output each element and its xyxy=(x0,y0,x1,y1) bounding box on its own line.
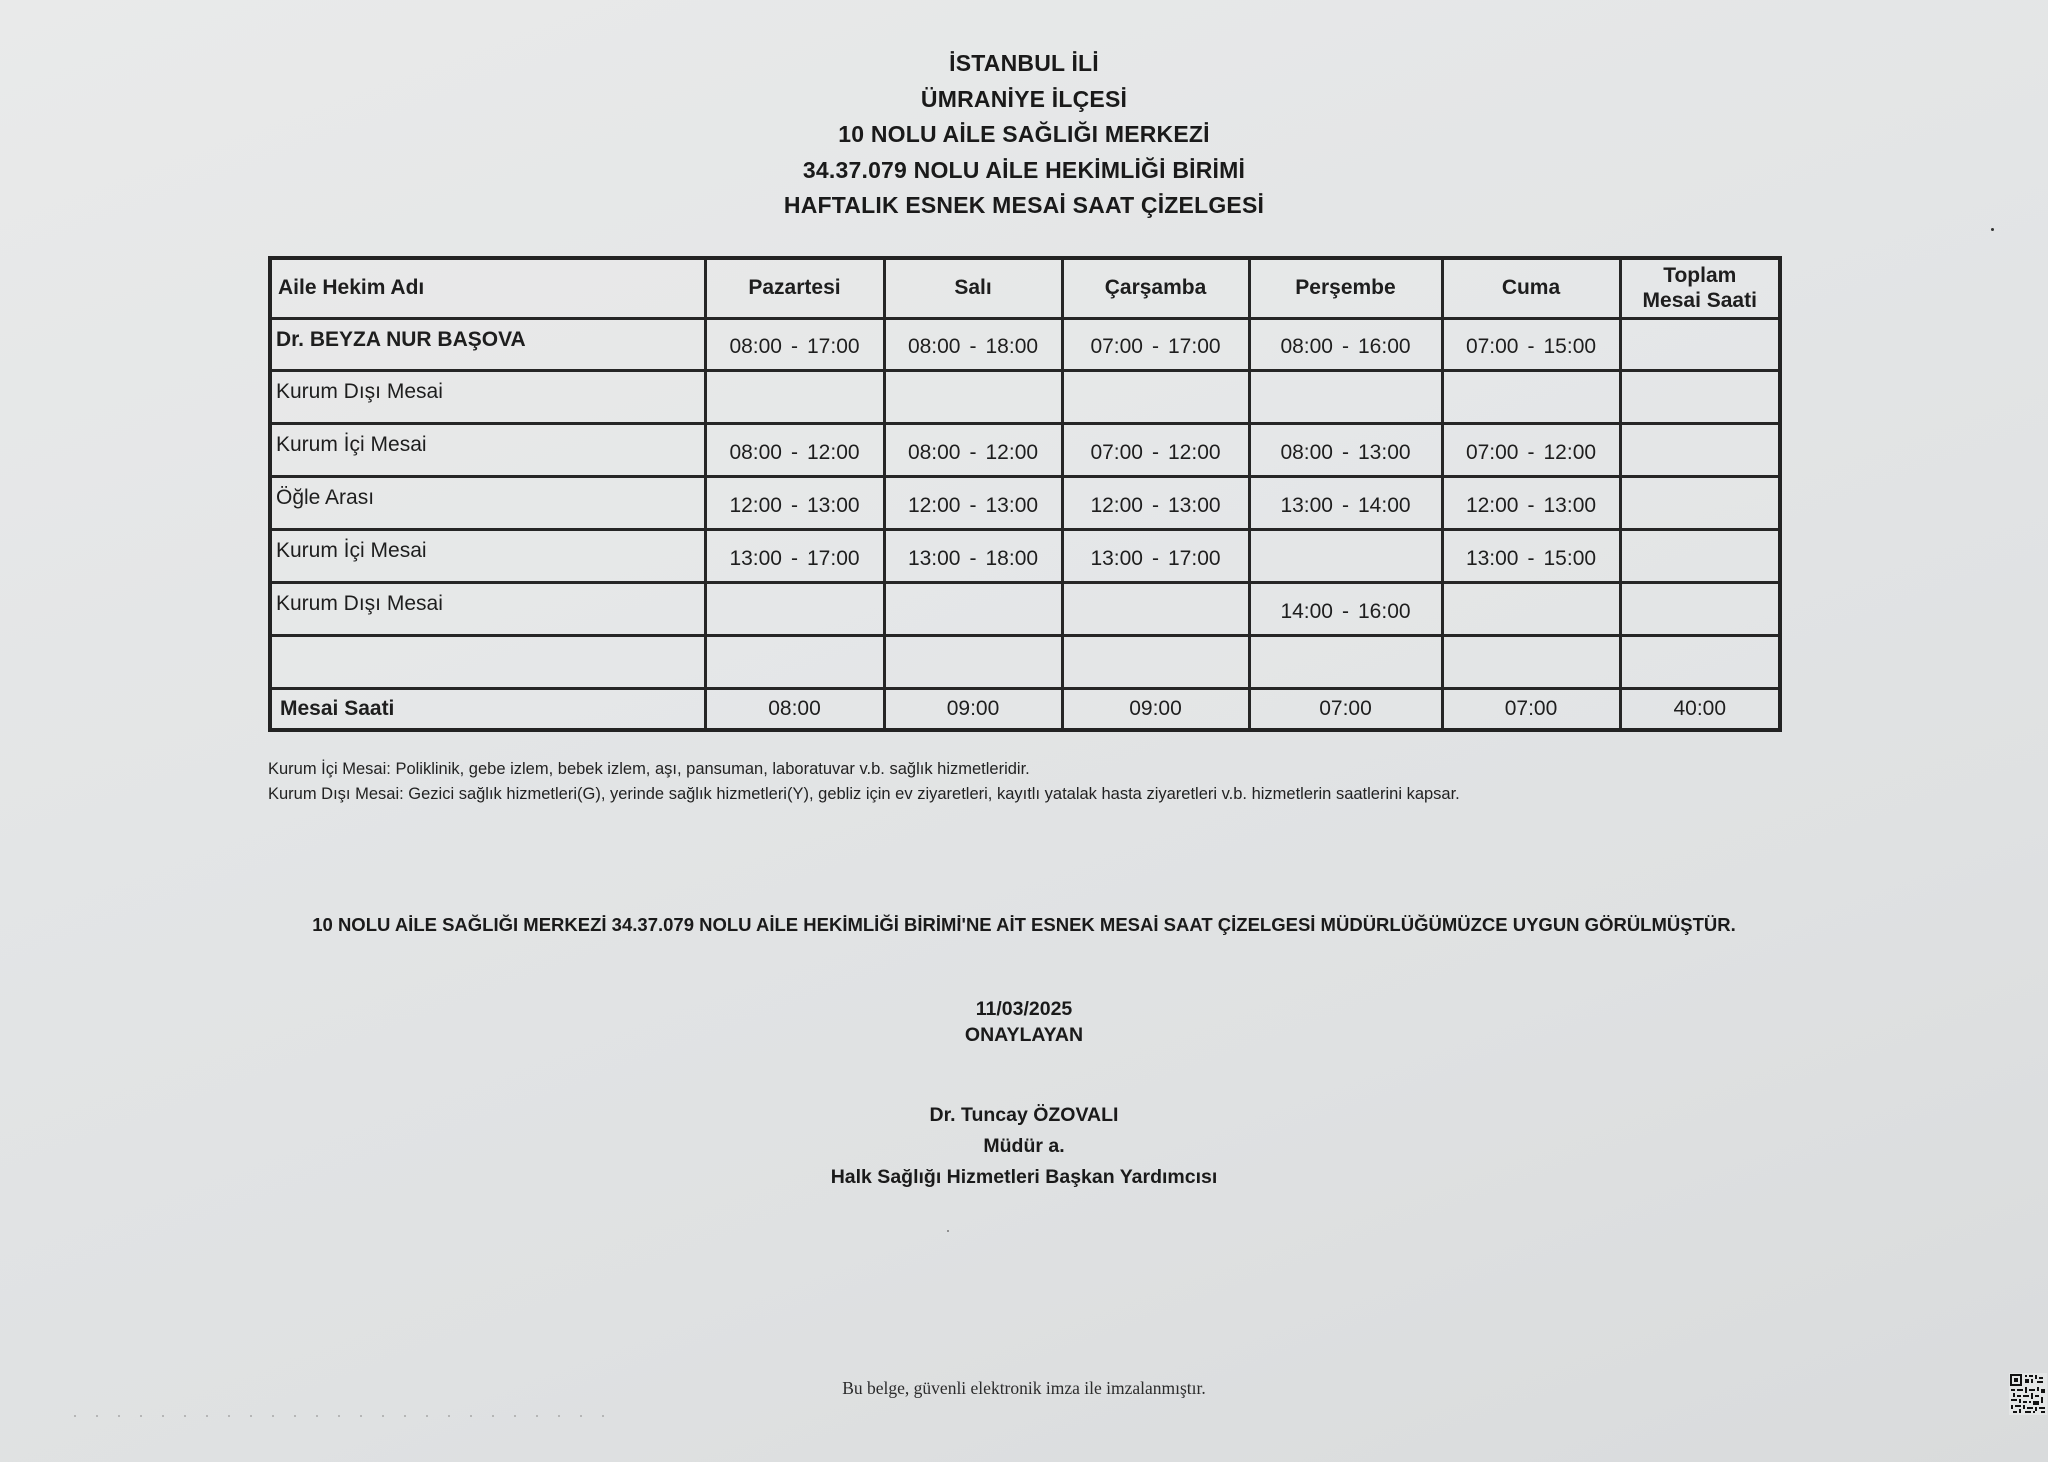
start-time: 08:00 xyxy=(907,334,961,358)
start-time: 07:00 xyxy=(1090,440,1143,464)
table-row xyxy=(270,476,1780,529)
paper-speck xyxy=(1991,228,1994,231)
time-cell-monday xyxy=(705,318,884,370)
total-header-line2: Mesai Saati xyxy=(1642,289,1757,313)
end-time: 12:00 xyxy=(1168,440,1221,464)
time-cell-thursday xyxy=(1249,370,1442,423)
time-cell-wednesday xyxy=(1062,582,1249,635)
start-time: 12:00 xyxy=(907,493,961,517)
time-cell-friday xyxy=(1442,318,1620,370)
row-total-cell xyxy=(1620,318,1780,370)
column-header-monday: Pazartesi xyxy=(705,258,884,318)
esignature-note: Bu belge, güvenli elektronik imza ile imzalanmıştır. xyxy=(842,1378,1206,1398)
start-time: 07:00 xyxy=(1465,440,1519,464)
start-time: 12:00 xyxy=(1465,493,1519,517)
column-header-doctor: Aile Hekim Adı xyxy=(270,258,705,318)
header-province: İSTANBUL İLİ xyxy=(949,50,1099,76)
end-time: 18:00 xyxy=(985,546,1039,570)
table-row xyxy=(270,582,1780,635)
start-time: 08:00 xyxy=(729,440,782,464)
start-time: 13:00 xyxy=(907,546,961,570)
time-cell-tuesday xyxy=(884,635,1062,688)
end-time: 16:00 xyxy=(1358,599,1411,623)
row-total-cell xyxy=(1620,635,1780,688)
time-separator: - xyxy=(969,334,977,358)
total-tuesday: 09:00 xyxy=(884,688,1062,730)
time-cell-monday xyxy=(705,476,884,529)
document-title: HAFTALIK ESNEK MESAİ SAAT ÇİZELGESİ xyxy=(783,192,1265,218)
total-friday: 07:00 xyxy=(1442,688,1620,730)
start-time: 13:00 xyxy=(729,546,782,570)
time-separator: - xyxy=(1527,334,1535,358)
total-thursday: 07:00 xyxy=(1249,688,1442,730)
schedule-rows xyxy=(270,318,1780,688)
time-cell-thursday xyxy=(1249,476,1442,529)
time-separator: - xyxy=(791,493,798,517)
time-cell-tuesday xyxy=(884,529,1062,582)
perforation-dots xyxy=(64,1415,604,1417)
time-separator: - xyxy=(791,334,798,358)
end-time: 12:00 xyxy=(1543,440,1597,464)
row-total-cell xyxy=(1620,582,1780,635)
time-separator: - xyxy=(969,440,977,464)
approver-position: Halk Sağlığı Hizmetleri Başkan Yardımcısı xyxy=(830,1166,1218,1188)
end-time: 14:00 xyxy=(1358,493,1411,517)
end-time: 17:00 xyxy=(807,334,860,358)
row-label xyxy=(270,635,705,688)
time-separator: - xyxy=(1342,334,1349,358)
time-separator: - xyxy=(791,546,798,570)
row-label: Öğle Arası xyxy=(270,476,705,529)
time-cell-monday xyxy=(705,635,884,688)
end-time: 12:00 xyxy=(985,440,1039,464)
total-header-line1: Toplam xyxy=(1663,264,1737,288)
end-time: 16:00 xyxy=(1358,334,1411,358)
time-cell-monday xyxy=(705,582,884,635)
time-separator: - xyxy=(1152,334,1159,358)
total-row xyxy=(270,688,1780,730)
start-time: 07:00 xyxy=(1090,334,1143,358)
row-total-cell xyxy=(1620,370,1780,423)
end-time: 15:00 xyxy=(1543,546,1597,570)
time-cell-friday xyxy=(1442,582,1620,635)
column-header-friday: Cuma xyxy=(1442,258,1620,318)
column-header-thursday: Perşembe xyxy=(1249,258,1442,318)
end-time: 13:00 xyxy=(1543,493,1597,517)
header-health-center: 10 NOLU AİLE SAĞLIĞI MERKEZİ xyxy=(838,121,1210,147)
time-cell-wednesday xyxy=(1062,476,1249,529)
header-unit: 34.37.079 NOLU AİLE HEKİMLİĞİ BİRİMİ xyxy=(802,156,1246,183)
start-time: 12:00 xyxy=(1090,493,1143,517)
column-header-total xyxy=(1620,258,1780,318)
table-row xyxy=(270,423,1780,476)
start-time: 14:00 xyxy=(1280,599,1333,623)
time-cell-friday xyxy=(1442,529,1620,582)
schedule-table xyxy=(268,256,1782,732)
time-cell-tuesday xyxy=(884,423,1062,476)
time-cell-tuesday xyxy=(884,582,1062,635)
document-header xyxy=(0,46,2048,224)
start-time: 13:00 xyxy=(1090,546,1143,570)
table-header-row xyxy=(270,258,1780,318)
time-cell-friday xyxy=(1442,635,1620,688)
time-cell-friday xyxy=(1442,476,1620,529)
note-kurum-disi: Kurum Dışı Mesai: Gezici sağlık hizmetleri(G), yerinde sağlık hizmetleri(Y), gebliz için ev ziyaretleri, kayıtlı yatalak hasta ziyaretleri v.b. hizmetlerin saatlerini kapsar. xyxy=(268,785,1460,803)
time-cell-thursday xyxy=(1249,529,1442,582)
time-cell-monday xyxy=(705,370,884,423)
approval-statement: 10 NOLU AİLE SAĞLIĞI MERKEZİ 34.37.079 NOLU AİLE HEKİMLİĞİ BİRİMİ'NE AİT ESNEK MESAİ SAAT ÇİZELGESİ MÜDÜRLÜĞÜMÜZCE UYGUN GÖRÜLMÜŞTÜR. xyxy=(312,914,1736,935)
row-label: Kurum Dışı Mesai xyxy=(270,370,705,423)
end-time: 17:00 xyxy=(1168,334,1221,358)
end-time: 13:00 xyxy=(985,493,1039,517)
end-time: 13:00 xyxy=(1358,440,1411,464)
time-cell-thursday xyxy=(1249,582,1442,635)
time-cell-tuesday xyxy=(884,476,1062,529)
start-time: 08:00 xyxy=(907,440,961,464)
end-time: 12:00 xyxy=(807,440,860,464)
paper-speck xyxy=(947,1230,949,1232)
column-header-tuesday: Salı xyxy=(884,258,1062,318)
table-row xyxy=(270,318,1780,370)
approval-date: 11/03/2025 xyxy=(975,998,1073,1020)
time-cell-friday xyxy=(1442,423,1620,476)
end-time: 13:00 xyxy=(1168,493,1221,517)
approver-name: Dr. Tuncay ÖZOVALI xyxy=(929,1104,1119,1126)
legend-notes xyxy=(268,757,1460,807)
table-row xyxy=(270,529,1780,582)
row-label: Kurum İçi Mesai xyxy=(270,423,705,476)
table-row xyxy=(270,370,1780,423)
row-total-cell xyxy=(1620,423,1780,476)
time-cell-wednesday xyxy=(1062,635,1249,688)
start-time: 13:00 xyxy=(1280,493,1333,517)
time-cell-friday xyxy=(1442,370,1620,423)
time-cell-tuesday xyxy=(884,370,1062,423)
time-separator: - xyxy=(969,493,977,517)
time-separator: - xyxy=(969,546,977,570)
approver-role: ONAYLAYAN xyxy=(964,1024,1084,1046)
end-time: 18:00 xyxy=(985,334,1039,358)
time-separator: - xyxy=(1527,546,1535,570)
time-cell-thursday xyxy=(1249,423,1442,476)
time-separator: - xyxy=(1152,493,1159,517)
time-separator: - xyxy=(1152,546,1159,570)
start-time: 12:00 xyxy=(729,493,782,517)
time-cell-thursday xyxy=(1249,635,1442,688)
table-row xyxy=(270,635,1780,688)
header-district: ÜMRANİYE İLÇESİ xyxy=(920,85,1128,112)
row-label: Dr. BEYZA NUR BAŞOVA xyxy=(270,318,705,370)
time-cell-wednesday xyxy=(1062,423,1249,476)
column-header-wednesday: Çarşamba xyxy=(1062,258,1249,318)
row-total-cell xyxy=(1620,476,1780,529)
start-time: 13:00 xyxy=(1465,546,1519,570)
time-separator: - xyxy=(1527,493,1535,517)
time-separator: - xyxy=(1152,440,1159,464)
total-weekly: 40:00 xyxy=(1620,688,1780,730)
time-separator: - xyxy=(1342,599,1349,623)
start-time: 07:00 xyxy=(1465,334,1519,358)
end-time: 15:00 xyxy=(1543,334,1597,358)
start-time: 08:00 xyxy=(1280,334,1333,358)
start-time: 08:00 xyxy=(1280,440,1333,464)
total-wednesday: 09:00 xyxy=(1062,688,1249,730)
time-cell-tuesday xyxy=(884,318,1062,370)
time-cell-thursday xyxy=(1249,318,1442,370)
start-time: 08:00 xyxy=(729,334,782,358)
time-cell-monday xyxy=(705,529,884,582)
time-separator: - xyxy=(1342,440,1349,464)
end-time: 17:00 xyxy=(1168,546,1221,570)
total-monday: 08:00 xyxy=(705,688,884,730)
total-row-label: Mesai Saati xyxy=(270,688,705,730)
qr-code-icon[interactable] xyxy=(2009,1373,2047,1415)
signature-block xyxy=(0,996,2048,1193)
time-cell-wednesday xyxy=(1062,318,1249,370)
time-cell-monday xyxy=(705,423,884,476)
time-separator: - xyxy=(1527,440,1535,464)
end-time: 17:00 xyxy=(807,546,860,570)
end-time: 13:00 xyxy=(807,493,860,517)
row-total-cell xyxy=(1620,529,1780,582)
time-cell-wednesday xyxy=(1062,370,1249,423)
note-kurum-ici: Kurum İçi Mesai: Poliklinik, gebe izlem, bebek izlem, aşı, pansuman, laboratuvar v.b. sağlık hizmetleridir. xyxy=(268,760,1030,778)
time-separator: - xyxy=(1342,493,1349,517)
row-label: Kurum Dışı Mesai xyxy=(270,582,705,635)
time-cell-wednesday xyxy=(1062,529,1249,582)
approver-title: Müdür a. xyxy=(983,1135,1065,1157)
row-label: Kurum İçi Mesai xyxy=(270,529,705,582)
time-separator: - xyxy=(791,440,798,464)
